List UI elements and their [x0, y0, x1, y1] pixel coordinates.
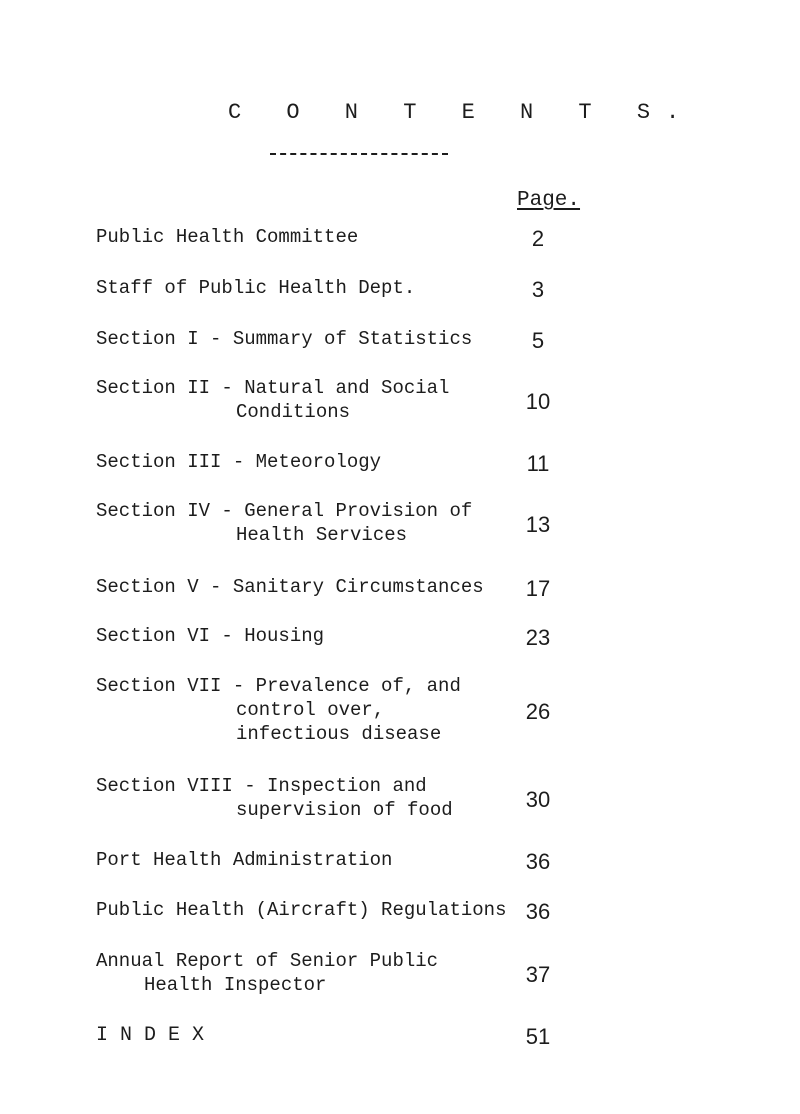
toc-entry-title: Port Health Administration: [96, 849, 393, 871]
toc-page-number: 2: [531, 226, 545, 251]
toc-page-number: 3: [531, 277, 545, 302]
toc-entry-title: Section III - Meteorology: [96, 451, 382, 473]
toc-entry-title: Annual Report of Senior Public: [96, 950, 439, 972]
toc-entry-section-ii: [96, 376, 576, 424]
toc-entry-title: Section VI - Housing: [96, 625, 325, 647]
toc-entry-title: Staff of Public Health Dept.: [96, 277, 416, 299]
toc-entry-section-v: [96, 575, 576, 599]
toc-entry-title: Public Health Committee: [96, 226, 359, 248]
toc-entry-section-viii: [96, 774, 576, 822]
toc-entry-title-continued: Conditions: [236, 401, 351, 423]
toc-page-number: 26: [525, 699, 551, 724]
toc-entry-title: Public Health (Aircraft) Regulations: [96, 899, 507, 921]
toc-entry-aircraft-regulations: [96, 898, 576, 922]
toc-page-number: 10: [525, 389, 551, 414]
toc-entry-title-continued: supervision of food: [236, 799, 453, 821]
toc-page-number: 30: [525, 787, 551, 812]
toc-page-number: 37: [525, 962, 551, 987]
toc-entry-title-continued: Health Inspector: [144, 974, 327, 996]
toc-entry-port-health: [96, 848, 576, 872]
toc-entry-public-health-committee: [96, 225, 576, 249]
toc-page-number: 13: [525, 512, 551, 537]
toc-entry-section-vi: [96, 624, 576, 648]
toc-entry-section-vii: [96, 674, 576, 746]
index-page-number: 51: [525, 1024, 551, 1049]
toc-page-number: 11: [526, 451, 550, 476]
page-column-heading: [517, 189, 580, 212]
toc-entry-title: Section II - Natural and Social: [96, 377, 450, 399]
toc-entry-section-iv: [96, 499, 576, 547]
toc-entry-annual-report: [96, 949, 576, 997]
toc-entry-title: Section VIII - Inspection and: [96, 775, 427, 797]
toc-page-number: 23: [525, 625, 551, 650]
toc-entry-title: Section I - Summary of Statistics: [96, 328, 473, 350]
toc-entry-title: Section VII - Prevalence of, and: [96, 675, 461, 697]
toc-entry-staff: [96, 276, 576, 300]
toc-page-number: 36: [525, 899, 551, 924]
contents-title: C O N T E N T S.: [228, 100, 696, 125]
title-underline: [270, 153, 448, 155]
toc-entry-section-i: [96, 327, 576, 351]
toc-page-number: 17: [525, 576, 551, 601]
toc-entry-title: Section V - Sanitary Circumstances: [96, 576, 484, 598]
toc-entry-title: Section IV - General Provision of: [96, 500, 473, 522]
toc-entry-title-continued: Health Services: [236, 524, 408, 546]
index-label: INDEX: [96, 1024, 217, 1047]
toc-page-number: 36: [525, 849, 551, 874]
page-column-label: Page.: [517, 189, 581, 212]
toc-entry-title-continued: control over,: [236, 699, 385, 721]
toc-page-number: 5: [531, 328, 545, 353]
toc-entry-title-continued: infectious disease: [236, 723, 442, 745]
toc-entry-section-iii: [96, 450, 576, 474]
